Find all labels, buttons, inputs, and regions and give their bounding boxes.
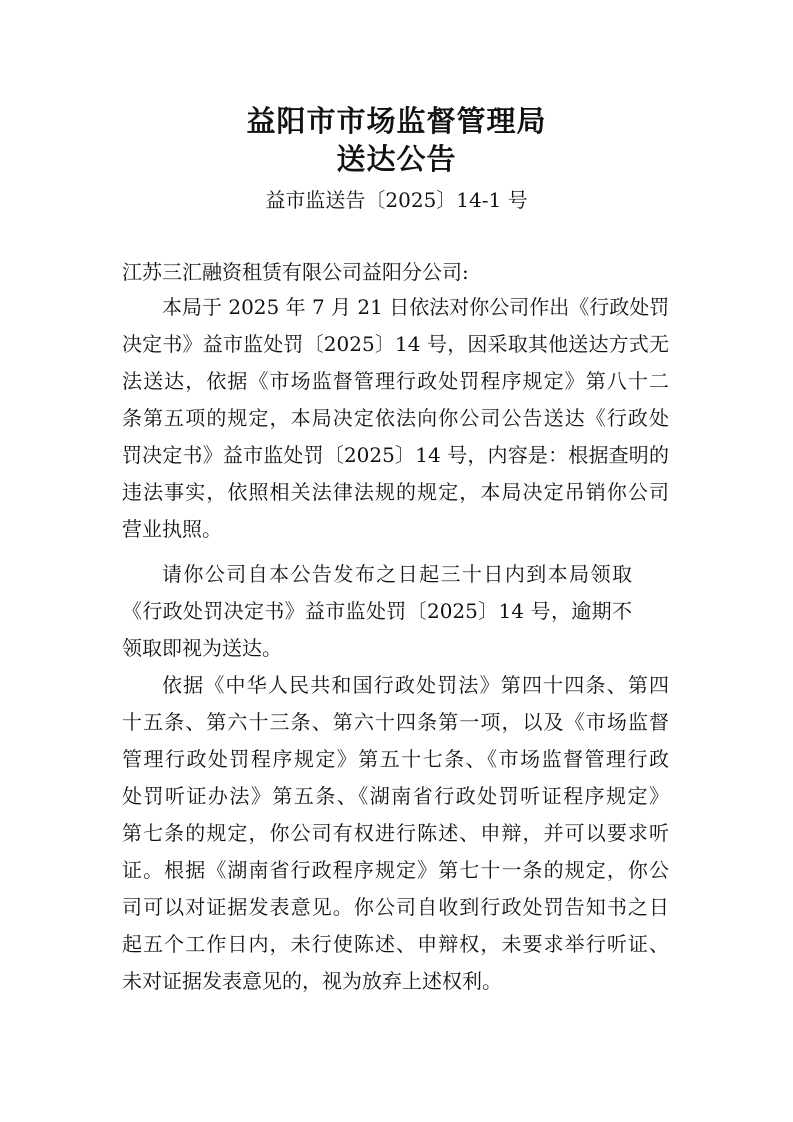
document-title-agency: 益阳市市场监督管理局 bbox=[246, 104, 547, 138]
paragraph-2-line: 领取即视为送达。 bbox=[122, 636, 282, 660]
paragraph-1-line: 条第五项的规定，本局决定依法向你公司公告送达《行政处 bbox=[122, 406, 669, 430]
paragraph-1-line: 营业执照。 bbox=[122, 517, 222, 541]
paragraph-1-line: 违法事实，依照相关法律法规的规定，本局决定吊销你公司 bbox=[122, 480, 669, 504]
addressee: 江苏三汇融资租赁有限公司益阳分公司: bbox=[122, 260, 469, 284]
paragraph-1-line: 本局于 2025 年 7 月 21 日依法对你公司作出《行政处罚 bbox=[162, 295, 670, 319]
paragraph-1-line: 法送达，依据《市场监督管理行政处罚程序规定》第八十二 bbox=[122, 369, 669, 393]
document-title-notice: 送达公告 bbox=[336, 142, 457, 176]
document-number: 益市监送告〔2025〕14-1 号 bbox=[265, 188, 528, 212]
paragraph-3-line: 处罚听证办法》第五条、《湖南省行政处罚听证程序规定》 bbox=[122, 784, 669, 808]
paragraph-3-line: 证。根据《湖南省行政程序规定》第七十一条的规定，你公 bbox=[122, 858, 669, 882]
paragraph-3-line: 管理行政处罚程序规定》第五十七条、《市场监督管理行政 bbox=[122, 747, 669, 771]
paragraph-3-line: 依据《中华人民共和国行政处罚法》第四十四条、第四 bbox=[162, 673, 669, 697]
paragraph-1-line: 决定书》益市监处罚〔2025〕14 号，因采取其他送达方式无 bbox=[122, 332, 669, 356]
paragraph-3-line: 司可以对证据发表意见。你公司自收到行政处罚告知书之日 bbox=[122, 895, 669, 919]
paragraph-3-line: 起五个工作日内，未行使陈述、申辩权，未要求举行听证、 bbox=[122, 932, 669, 956]
paragraph-3-line: 第七条的规定，你公司有权进行陈述、申辩，并可以要求听 bbox=[122, 821, 669, 845]
paragraph-3-line: 未对证据发表意见的，视为放弃上述权利。 bbox=[122, 969, 502, 993]
paragraph-1-line: 罚决定书》益市监处罚〔2025〕14 号，内容是：根据查明的 bbox=[122, 443, 669, 467]
paragraph-2-line: 《行政处罚决定书》益市监处罚〔2025〕14 号，逾期不 bbox=[122, 599, 632, 623]
paragraph-3-line: 十五条、第六十三条、第六十四条第一项，以及《市场监督 bbox=[122, 710, 669, 734]
paragraph-2-line: 请你公司自本公告发布之日起三十日内到本局领取 bbox=[162, 562, 632, 586]
